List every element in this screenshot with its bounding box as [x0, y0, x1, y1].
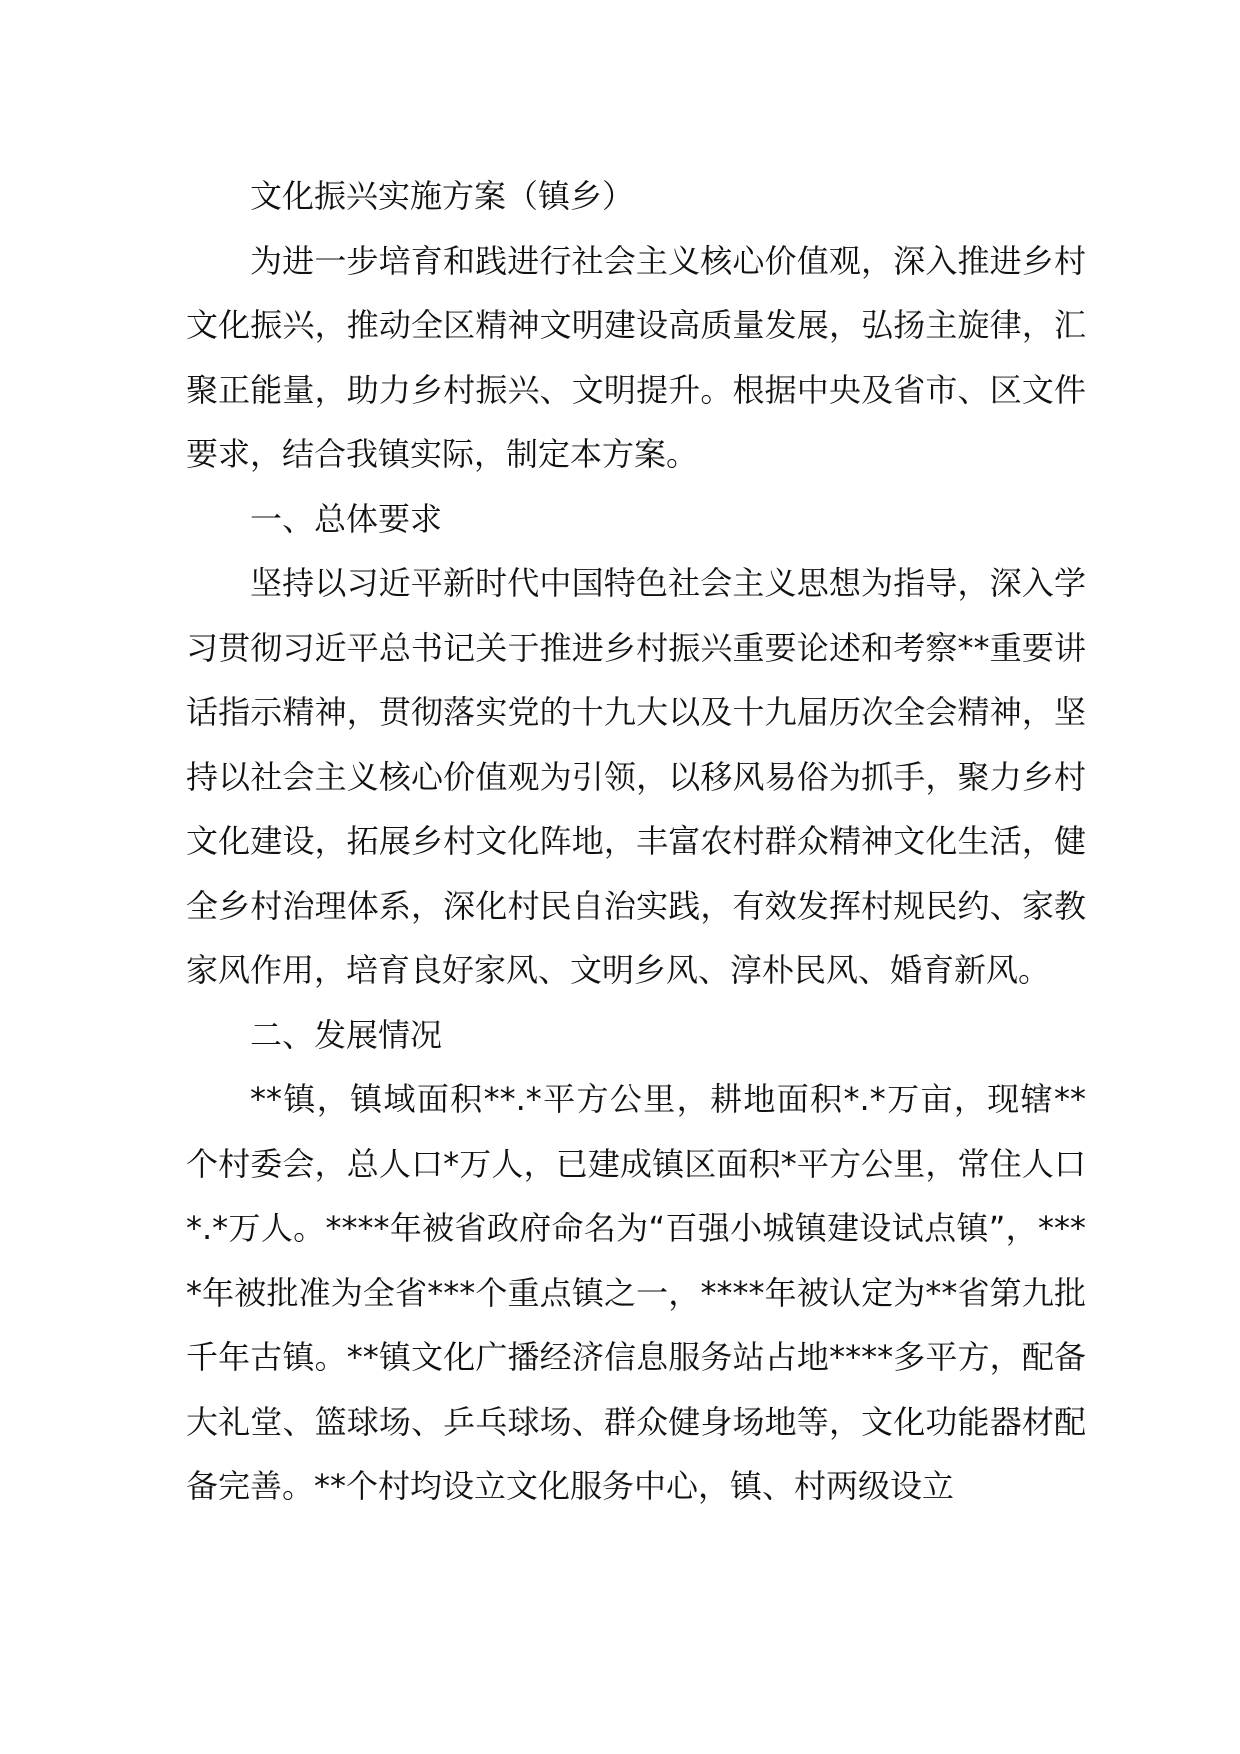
section-body-development-status: **镇，镇域面积**.*平方公里，耕地面积*.*万亩，现辖**个村委会，总人口*万人，已建成镇区面积*平方公里，常住人口*.*万人。****年被省政府命名为“百强小城镇建设试点镇”，****年被批准为全省***个重点镇之一，****年被认定为**省第九批千年古镇。**镇文化广播经济信息服务站占地****多平方，配备大礼堂、篮球场、乒乓球场、群众健身场地等，文化功能器材配备完善。**个村均设立文化服务中心，镇、村两级设立 [186, 1080, 1086, 1505]
intro-paragraph: 为进一步培育和践进行社会主义核心价值观，深入推进乡村文化振兴，推动全区精神文明建设高质量发展，弘扬主旋律，汇聚正能量，助力乡村振兴、文明提升。根据中央及省市、区文件要求，结合我镇实际，制定本方案。 [186, 241, 1086, 473]
section-body-overall-requirements: 坚持以习近平新时代中国特色社会主义思想为指导，深入学习贯彻习近平总书记关于推进乡村振兴重要论述和考察**重要讲话指示精神，贯彻落实党的十九大以及十九届历次全会精神，坚持以社会主义核心价值观为引领，以移风易俗为抓手，聚力乡村文化建设，拓展乡村文化阵地，丰富农村群众精神文化生活，健全乡村治理体系，深化村民自治实践，有效发挥村规民约、家教家风作用，培育良好家风、文明乡风、淳朴民风、婚育新风。 [186, 564, 1086, 989]
section-heading-overall-requirements: 一、总体要求 [250, 499, 443, 538]
document-body [186, 164, 1086, 1519]
document-title: 文化振兴实施方案（镇乡） [250, 177, 635, 215]
section-heading-development-status: 二、发展情况 [250, 1015, 443, 1054]
